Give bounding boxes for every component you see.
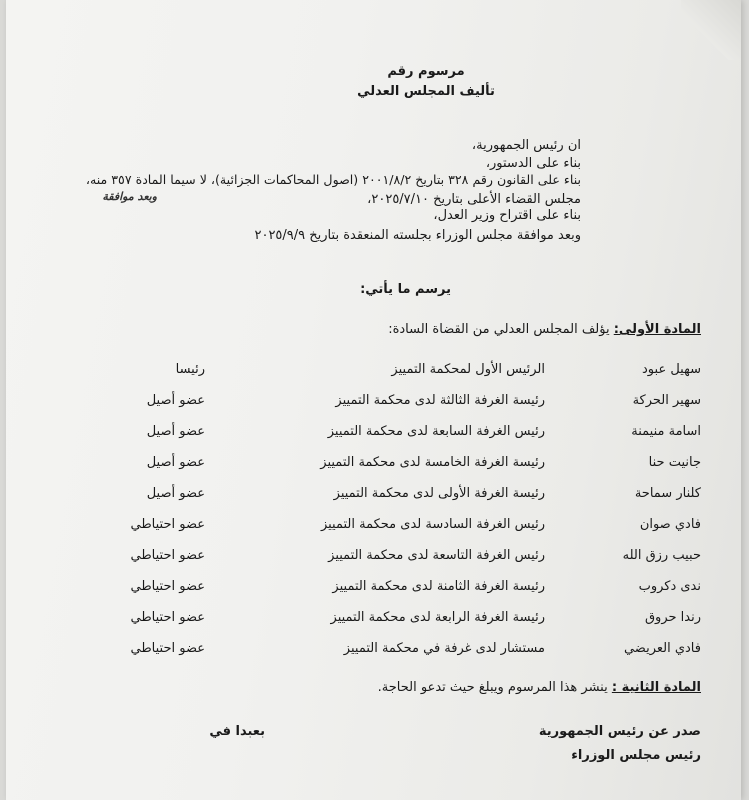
member-role: رئيسا	[175, 362, 205, 377]
member-role: عضو أصيل	[146, 393, 205, 408]
member-position: رئيسة الغرفة الأولى لدى محكمة التمييز	[333, 486, 545, 501]
member-row	[6, 517, 741, 535]
article-1-text: يؤلف المجلس العدلي من القضاة السادة:	[388, 322, 610, 337]
member-row	[6, 486, 741, 504]
article-1	[388, 322, 701, 338]
member-row	[6, 641, 741, 659]
member-name: فادي صوان	[639, 517, 701, 532]
member-name: اسامة منيمنة	[631, 424, 701, 439]
member-name: ندى دكروب	[638, 579, 701, 594]
member-position: رئيسة الغرفة الخامسة لدى محكمة التمييز	[320, 455, 545, 470]
preamble-line-4: مجلس القضاء الأعلى بتاريخ ٢٠٢٥/٧/١٠،	[367, 192, 581, 207]
member-role: عضو احتياطي	[130, 548, 205, 563]
member-role: عضو احتياطي	[130, 641, 205, 656]
preamble-line-1: ان رئيس الجمهورية،	[471, 138, 581, 153]
prime-minister-label: رئيس مجلس الوزراء	[571, 748, 701, 763]
member-row	[6, 455, 741, 473]
member-role: عضو احتياطي	[130, 610, 205, 625]
member-name: سهير الحركة	[632, 393, 701, 408]
member-row	[6, 393, 741, 411]
member-position: رئيس الغرفة السابعة لدى محكمة التمييز	[327, 424, 545, 439]
member-position: الرئيس الأول لمحكمة التمييز	[391, 362, 545, 377]
document-page	[6, 0, 741, 800]
decree-title: تأليف المجلس العدلي	[357, 84, 495, 99]
preamble-line-5: بناء على اقتراح وزير العدل،	[433, 208, 581, 223]
article-2-text: ينشر هذا المرسوم ويبلغ حيث تدعو الحاجة.	[377, 680, 608, 695]
member-name: فادي العريضي	[623, 641, 701, 656]
article-2-label: المادة الثانية :	[611, 680, 701, 695]
decree-number-label: مرسوم رقم	[387, 64, 465, 79]
page-fold-shadow	[681, 0, 741, 60]
issued-by: صدر عن رئيس الجمهورية	[538, 724, 701, 739]
member-row	[6, 424, 741, 442]
member-name: سهيل عبود	[642, 362, 701, 377]
member-position: رئيسة الغرفة الرابعة لدى محكمة التمييز	[330, 610, 545, 625]
decree-heading: يرسم ما يأتي:	[360, 282, 451, 297]
signing-location: بعبدا في	[209, 724, 265, 739]
member-position: رئيس الغرفة السادسة لدى محكمة التمييز	[320, 517, 545, 532]
member-name: كلنار سماحة	[634, 486, 701, 501]
member-role: عضو أصيل	[146, 486, 205, 501]
member-role: عضو احتياطي	[130, 579, 205, 594]
member-role: عضو احتياطي	[130, 517, 205, 532]
member-role: عضو أصيل	[146, 455, 205, 470]
member-name: حبيب رزق الله	[622, 548, 701, 563]
member-name: رندا حروق	[644, 610, 701, 625]
member-position: رئيسة الغرفة الثالثة لدى محكمة التمييز	[335, 393, 545, 408]
member-role: عضو أصيل	[146, 424, 205, 439]
member-name: جانيت حنا	[648, 455, 701, 470]
handwritten-insert: وبعد موافقة	[102, 190, 157, 203]
preamble-line-3: بناء على القانون رقم ٣٢٨ بتاريخ ٢٠٠١/٨/٢ (اصول المحاكمات الجزائية)، لا سيما المادة ٣٥٧ منه،	[85, 172, 581, 187]
member-position: رئيسة الغرفة الثامنة لدى محكمة التمييز	[332, 579, 545, 594]
member-position: رئيس الغرفة التاسعة لدى محكمة التمييز	[328, 548, 545, 563]
preamble-line-6: وبعد موافقة مجلس الوزراء بجلسته المنعقدة بتاريخ ٢٠٢٥/٩/٩	[254, 228, 581, 243]
article-2	[378, 680, 701, 696]
member-row	[6, 548, 741, 566]
member-row	[6, 610, 741, 628]
article-1-label: المادة الأولى:	[613, 322, 701, 337]
member-row	[6, 362, 741, 380]
member-row	[6, 579, 741, 597]
preamble-line-2: بناء على الدستور،	[485, 156, 581, 171]
member-position: مستشار لدى غرفة في محكمة التمييز	[343, 641, 545, 656]
